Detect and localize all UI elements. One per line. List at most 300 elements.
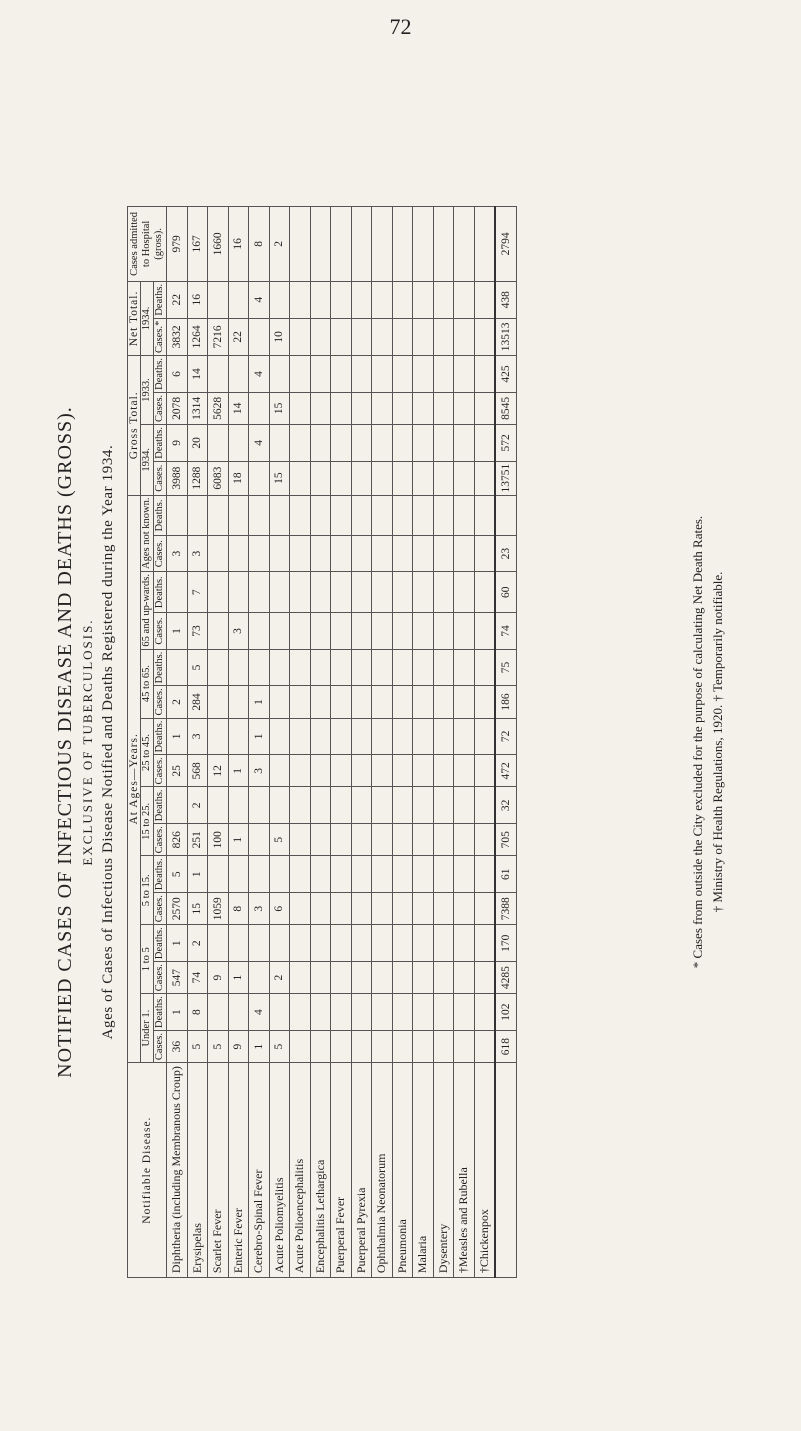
table-cell: 2 [269,206,290,281]
table-cell [474,424,495,461]
table-cell [372,613,393,649]
table-cell: 2 [187,925,208,962]
table-cell: 572 [495,424,516,461]
header-admitted: Cases admitted to Hospital (gross). [128,206,167,281]
disease-name: Cerebro-Spinal Fever [249,1063,270,1278]
table-cell [392,571,413,612]
header-deaths: Deaths. [154,856,167,893]
table-cell [392,356,413,393]
table-cell [351,392,372,424]
table-cell [351,206,372,281]
table-cell: 10 [269,318,290,355]
table-cell [474,495,495,536]
table-cell [474,206,495,281]
table-cell [413,718,434,755]
table-cell: 5 [167,856,188,893]
table-cell [310,461,331,495]
table-cell [413,206,434,281]
table-cell [269,649,290,686]
table-cell [269,495,290,536]
table-cell [331,856,352,893]
table-cell [208,856,229,893]
table-cell: 2 [269,962,290,994]
disease-name: Erysipelas [187,1063,208,1278]
table-cell [331,686,352,718]
table-cell: 25 [167,755,188,787]
table-cell: 8 [249,206,270,281]
table-cell: 15 [269,461,290,495]
table-cell [310,1031,331,1063]
table-cell [269,281,290,318]
header-net-1934: 1934. [141,281,154,355]
table-cell: 15 [269,392,290,424]
table-cell [310,206,331,281]
table-cell [331,356,352,393]
table-cell [413,495,434,536]
header-cases: Cases. [154,613,167,649]
table-cell: 1 [249,718,270,755]
table-cell [454,649,475,686]
table-cell [228,994,249,1031]
header-age-45to65: 45 to 65. [141,649,154,718]
table-cell [351,994,372,1031]
table-cell [433,461,454,495]
table-cell [474,536,495,572]
table-cell [454,787,475,824]
table-cell [454,994,475,1031]
table-cell [413,392,434,424]
table-cell [167,649,188,686]
table-cell: 4 [249,424,270,461]
table-cell [454,962,475,994]
table-cell: 36 [167,1031,188,1063]
table-cell: 5 [208,1031,229,1063]
disease-name: Dysentery [433,1063,454,1278]
table-cell [310,392,331,424]
table-cell [351,925,372,962]
table-cell [474,994,495,1031]
table-cell [208,281,229,318]
table-cell: 12 [208,755,229,787]
table-cell [331,718,352,755]
table-cell [331,206,352,281]
table-cell: 3 [167,536,188,572]
table-cell: 425 [495,356,516,393]
page-title: NOTIFIED CASES OF INFECTIOUS DISEASE AND DEATHS (GROSS). [54,406,76,1078]
table-cell: 32 [495,787,516,824]
table-cell [474,392,495,424]
table-cell [351,461,372,495]
table-cell: 18 [228,461,249,495]
table-cell: 7216 [208,318,229,355]
table-cell: 75 [495,649,516,686]
table-cell [413,755,434,787]
table-cell [454,392,475,424]
table-cell [474,318,495,355]
table-cell [208,571,229,612]
disease-name: †Measles and Rubella [454,1063,475,1278]
table-cell [372,962,393,994]
table-cell: 4285 [495,962,516,994]
table-cell [392,281,413,318]
table-cell [310,893,331,925]
table-cell [228,281,249,318]
table-cell [249,461,270,495]
table-cell [454,571,475,612]
table-cell: 14 [228,392,249,424]
table-cell [351,356,372,393]
table-row [269,206,290,1277]
table-cell [474,925,495,962]
table-cell [454,686,475,718]
header-deaths: Deaths. [154,424,167,461]
table-cell [351,755,372,787]
table-cell [208,424,229,461]
table-cell [392,718,413,755]
table-cell [433,495,454,536]
table-cell: 8 [228,893,249,925]
table-cell [433,755,454,787]
table-cell [454,318,475,355]
table-cell [208,536,229,572]
table-cell [249,613,270,649]
header-age-under1: Under 1. [141,994,154,1063]
table-cell: 251 [187,824,208,856]
table-cell [290,495,311,536]
table-cell [290,281,311,318]
table-cell [290,787,311,824]
table-cell [228,356,249,393]
table-cell [269,686,290,718]
table-cell [187,495,208,536]
table-cell: 1264 [187,318,208,355]
table-cell [167,787,188,824]
table-cell [351,686,372,718]
table-row [208,206,229,1277]
table-cell [413,962,434,994]
header-deaths: Deaths. [154,925,167,962]
table-cell [392,1031,413,1063]
table-cell: 1 [228,962,249,994]
table-cell [290,571,311,612]
table-cell [269,536,290,572]
table-cell [372,994,393,1031]
table-cell [433,536,454,572]
table-cell [372,824,393,856]
table-cell [228,856,249,893]
table-cell: 472 [495,755,516,787]
table-cell [331,994,352,1031]
table-cell [351,1031,372,1063]
table-cell [208,495,229,536]
disease-name: Encephalitis Lethargica [310,1063,331,1278]
table-cell [208,613,229,649]
table-cell: 6 [269,893,290,925]
table-row [413,206,434,1277]
table-cell [310,281,331,318]
header-cases-star: Cases.* [154,318,167,355]
disease-name: Scarlet Fever [208,1063,229,1278]
table-cell [331,925,352,962]
header-cases: Cases. [154,392,167,424]
table-cell: 4 [249,281,270,318]
table-cell [331,824,352,856]
rotated-table-page [50,67,750,1417]
header-age-1to5: 1 to 5 [141,925,154,994]
table-cell [454,495,475,536]
disease-name: Diphtheria (including Membranous Croup) [167,1063,188,1278]
table-cell [290,392,311,424]
disease-name: Puerperal Fever [331,1063,352,1278]
table-cell: 5 [187,1031,208,1063]
disease-name: †Chickenpox [474,1063,495,1278]
table-cell: 3 [187,718,208,755]
table-cell [474,281,495,318]
table-cell [228,424,249,461]
table-cell [351,649,372,686]
table-cell [290,824,311,856]
table-cell: 100 [208,824,229,856]
table-cell [249,925,270,962]
header-gross-1933: 1933. [141,356,154,425]
table-cell: 4 [249,356,270,393]
table-cell: 20 [187,424,208,461]
table-cell [474,686,495,718]
table-cell: 15 [187,893,208,925]
table-row [392,206,413,1277]
table-cell [331,1031,352,1063]
subtitle-exclusive: EXCLUSIVE OF TUBERCULOSIS. [80,618,95,866]
table-cell: 979 [167,206,188,281]
table-cell: 2 [167,686,188,718]
table-cell [228,925,249,962]
header-gross-1934: 1934. [141,424,154,495]
header-cases: Cases. [154,962,167,994]
table-cell [208,649,229,686]
table-cell [249,787,270,824]
table-cell [474,718,495,755]
header-age-65up: 65 and up-wards. [141,571,154,649]
table-cell [310,787,331,824]
table-cell: 5 [269,1031,290,1063]
header-age-25to45: 25 to 45. [141,718,154,787]
page-number: 72 [389,14,412,39]
table-cell: 167 [187,206,208,281]
table-cell [351,613,372,649]
table-cell [392,461,413,495]
header-deaths: Deaths. [154,718,167,755]
table-cell: 6083 [208,461,229,495]
table-row [167,206,188,1277]
table-cell: 1 [249,686,270,718]
table-cell [331,787,352,824]
table-cell: 1059 [208,893,229,925]
table-cell: 284 [187,686,208,718]
table-cell [372,1031,393,1063]
header-deaths: Deaths. [154,571,167,612]
table-cell [228,536,249,572]
table-cell [392,787,413,824]
table-cell [433,392,454,424]
table-cell [372,787,393,824]
table-cell: 3 [249,893,270,925]
table-cell [269,571,290,612]
table-cell: 438 [495,281,516,318]
table-cell [372,495,393,536]
table-cell [249,571,270,612]
table-row [433,206,454,1277]
header-cases: Cases. [154,536,167,572]
table-cell: 72 [495,718,516,755]
table-cell [454,718,475,755]
table-cell: 9 [228,1031,249,1063]
table-cell [413,356,434,393]
table-cell: 568 [187,755,208,787]
header-age-15to25: 15 to 25. [141,787,154,856]
table-cell [290,613,311,649]
table-cell [249,856,270,893]
table-cell: 1 [167,994,188,1031]
table-cell [310,613,331,649]
table-cell: 60 [495,571,516,612]
table-cell [474,893,495,925]
header-cases: Cases. [154,824,167,856]
table-cell [413,686,434,718]
table-cell: 3 [228,613,249,649]
table-cell: 3 [249,755,270,787]
table-cell [392,962,413,994]
table-cell: 618 [495,1031,516,1063]
table-cell [249,536,270,572]
table-row [290,206,311,1277]
disease-name: Enteric Fever [228,1063,249,1278]
table-cell [392,994,413,1031]
table-cell [372,206,393,281]
table-cell [433,356,454,393]
disease-name: Acute Poliomyelitis [269,1063,290,1278]
table-cell [474,787,495,824]
header-cases: Cases. [154,755,167,787]
table-cell [351,893,372,925]
table-cell: 74 [187,962,208,994]
table-cell [290,718,311,755]
table-cell: 9 [208,962,229,994]
table-cell: 1 [187,856,208,893]
table-cell [310,856,331,893]
table-cell [454,1031,475,1063]
table-cell: 705 [495,824,516,856]
table-cell [310,495,331,536]
table-cell [474,755,495,787]
table-cell [413,893,434,925]
table-cell [454,613,475,649]
table-cell [249,392,270,424]
table-cell [310,962,331,994]
table-cell [392,893,413,925]
table-cell [249,824,270,856]
table-cell: 1 [167,925,188,962]
header-at-ages: At Ages—Years. [128,495,141,1063]
table-cell [310,994,331,1031]
table-cell [454,925,475,962]
table-cell: 3832 [167,318,188,355]
table-cell [228,787,249,824]
table-cell [310,536,331,572]
table-cell [208,356,229,393]
table-cell [228,686,249,718]
table-cell [454,755,475,787]
header-deaths: Deaths. [154,495,167,536]
table-cell: 4 [249,994,270,1031]
table-cell [310,755,331,787]
footnote-dagger: † Ministry of Health Regulations, 1920. † Temporarily notifiable. [710,571,725,913]
table-cell [433,424,454,461]
table-cell [372,686,393,718]
table-cell [372,424,393,461]
table-cell [433,613,454,649]
table-cell [433,893,454,925]
table-cell: 826 [167,824,188,856]
table-cell [290,856,311,893]
table-cell [392,206,413,281]
table-cell [269,994,290,1031]
table-cell [290,461,311,495]
subtitle-ages: Ages of Cases of Infectious Disease Notified and Deaths Registered during the Year 1934. [100,444,116,1040]
table-cell: 2794 [495,206,516,281]
table-cell [269,856,290,893]
table-cell [454,824,475,856]
table-cell [433,925,454,962]
table-cell [331,536,352,572]
table-cell [331,495,352,536]
table-cell [208,686,229,718]
table-cell [331,613,352,649]
table-cell [167,571,188,612]
table-cell [413,318,434,355]
table-cell [372,356,393,393]
table-cell: 2570 [167,893,188,925]
table-cell: 5 [187,649,208,686]
table-cell [454,424,475,461]
table-cell: 2 [187,787,208,824]
table-cell [413,856,434,893]
table-cell [269,424,290,461]
table-cell [474,571,495,612]
table-cell [372,925,393,962]
table-cell [413,571,434,612]
table-cell [269,356,290,393]
table-cell [331,461,352,495]
table-row [474,206,495,1277]
table-cell [310,649,331,686]
table-cell: 23 [495,536,516,572]
table-cell [351,962,372,994]
table-cell [351,495,372,536]
table-row [372,206,393,1277]
table-cell: 16 [228,206,249,281]
header-cases: Cases. [154,686,167,718]
table-cell: 8 [187,994,208,1031]
disease-name: Pneumonia [392,1063,413,1278]
table-cell [413,824,434,856]
table-cell [474,962,495,994]
table-cell [392,536,413,572]
table-cell [392,613,413,649]
table-cell [290,206,311,281]
table-cell [372,893,393,925]
table-cell: 1 [167,613,188,649]
table-cell [474,1031,495,1063]
